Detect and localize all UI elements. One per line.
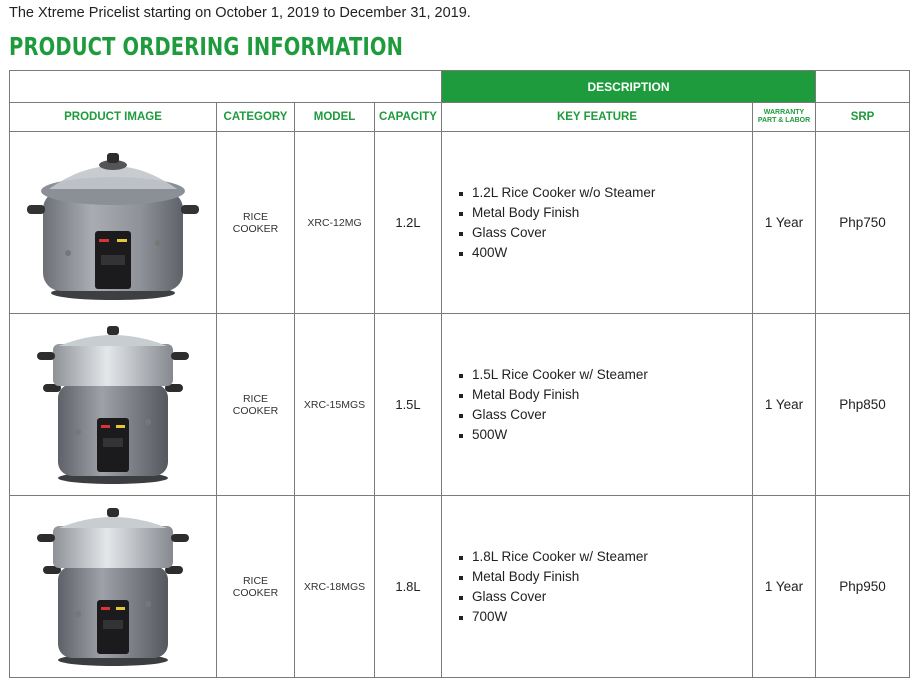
- rice-cooker-steamer-image: [23, 504, 203, 669]
- description-header: DESCRIPTION: [442, 71, 816, 103]
- capacity-cell: 1.8L: [375, 496, 442, 678]
- category-line1: RICE: [242, 392, 269, 405]
- column-header-srp: SRP: [816, 103, 910, 132]
- feature-item: 700W: [454, 607, 752, 627]
- product-image-cell: [10, 314, 217, 496]
- feature-item: 1.2L Rice Cooker w/o Steamer: [454, 183, 752, 203]
- category-line1: RICE: [242, 210, 269, 223]
- category-line2: COOKER: [232, 222, 279, 235]
- feature-list: [454, 547, 752, 627]
- feature-item: Metal Body Finish: [454, 203, 752, 223]
- rice-cooker-image: [23, 143, 203, 303]
- warranty-cell: 1 Year: [753, 132, 816, 314]
- group-header-row: [10, 71, 910, 103]
- warranty-header-line1: WARRANTY: [763, 109, 805, 116]
- group-header-spacer-right: [816, 71, 910, 103]
- product-image-cell: [10, 132, 217, 314]
- category-line2: COOKER: [232, 404, 279, 417]
- model-cell: XRC-18MGS: [295, 496, 375, 678]
- column-header-capacity: CAPACITY: [375, 103, 442, 132]
- model-cell: XRC-12MG: [295, 132, 375, 314]
- table-row: [10, 132, 910, 314]
- rice-cooker-steamer-image: [23, 322, 203, 487]
- category-cell: [217, 496, 295, 678]
- warranty-header-line2: PART & LABOR: [757, 117, 811, 124]
- srp-cell: Php750: [816, 132, 910, 314]
- model-cell: XRC-15MGS: [295, 314, 375, 496]
- feature-item: 500W: [454, 425, 752, 445]
- category-line2: COOKER: [232, 586, 279, 599]
- feature-item: Glass Cover: [454, 587, 752, 607]
- pricelist-subtitle: The Xtreme Pricelist starting on October 1, 2019 to December 31, 2019.: [9, 5, 471, 21]
- column-header-feature: KEY FEATURE: [442, 103, 753, 132]
- feature-item: Glass Cover: [454, 223, 752, 243]
- category-line1: RICE: [242, 574, 269, 587]
- warranty-cell: 1 Year: [753, 496, 816, 678]
- column-header-model: MODEL: [295, 103, 375, 132]
- feature-item: Glass Cover: [454, 405, 752, 425]
- feature-item: 400W: [454, 243, 752, 263]
- srp-cell: Php950: [816, 496, 910, 678]
- table-row: [10, 496, 910, 678]
- page-title: PRODUCT ORDERING INFORMATION: [9, 32, 404, 61]
- feature-item: 1.5L Rice Cooker w/ Steamer: [454, 365, 752, 385]
- capacity-cell: 1.5L: [375, 314, 442, 496]
- warranty-cell: 1 Year: [753, 314, 816, 496]
- category-cell: [217, 314, 295, 496]
- group-header-spacer: [10, 71, 442, 103]
- feature-list: [454, 183, 752, 263]
- feature-cell: [442, 314, 753, 496]
- feature-item: Metal Body Finish: [454, 567, 752, 587]
- product-table: [9, 70, 910, 678]
- column-header-category: CATEGORY: [217, 103, 295, 132]
- feature-cell: [442, 132, 753, 314]
- feature-cell: [442, 496, 753, 678]
- feature-item: 1.8L Rice Cooker w/ Steamer: [454, 547, 752, 567]
- srp-cell: Php850: [816, 314, 910, 496]
- product-image-cell: [10, 496, 217, 678]
- column-header-row: [10, 103, 910, 132]
- feature-list: [454, 365, 752, 445]
- feature-item: Metal Body Finish: [454, 385, 752, 405]
- column-header-warranty: [753, 103, 816, 132]
- capacity-cell: 1.2L: [375, 132, 442, 314]
- table-row: [10, 314, 910, 496]
- column-header-image: PRODUCT IMAGE: [10, 103, 217, 132]
- category-cell: [217, 132, 295, 314]
